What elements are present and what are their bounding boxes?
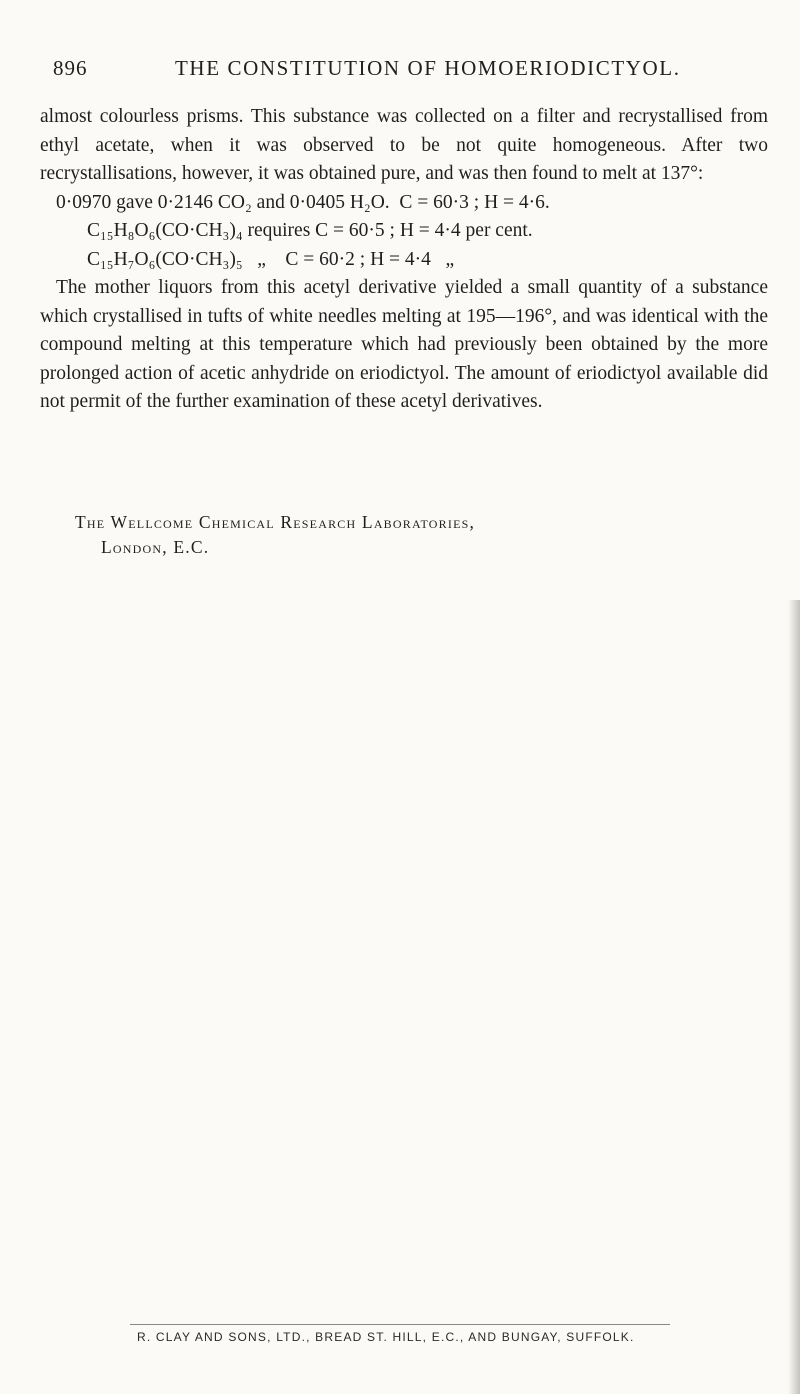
affiliation <box>75 510 475 560</box>
running-title: THE CONSTITUTION OF HOMOERIODICTYOL. <box>175 56 681 80</box>
analysis-line-3: C₁₅H₇O₆(CO·CH₃)₅ „ C = 60·2 ; H = 4·4 „ <box>87 248 455 270</box>
page-number: 896 <box>53 56 88 80</box>
printer-imprint: R. CLAY AND SONS, LTD., BREAD ST. HILL, E.C., AND BUNGAY, SUFFOLK. <box>137 1330 635 1344</box>
paragraph-2: The mother liquors from this acetyl derivative yielded a small quantity of a substance which crystallised in tufts of white needles melting at 195—196°, and was identical with the compound melting at this temperature which had previously been obtained by the more prolonged action of acetic anhydride on eriodictyol. The amount of eriodictyol available did not permit of the further examination of these acetyl derivatives. <box>40 277 768 412</box>
footer-rule <box>130 1324 670 1325</box>
analysis-line-2: C₁₅H₈O₆(CO·CH₃)₄ requires C = 60·5 ; H = 4·4 per cent. <box>87 220 533 241</box>
main-text <box>40 103 768 417</box>
paragraph-1: almost colourless prisms. This substance was collected on a filter and recrystallised from ethyl acetate, when it was observed to be not quite homogeneous. After two recrystallisations, however, it was obtained pure, and was then found to melt at 137°: <box>40 106 768 184</box>
affiliation-line-1: The Wellcome Chemical Research Laboratories, <box>75 512 476 532</box>
page-edge-shadow <box>788 600 800 1394</box>
affiliation-line-2: London, E.C. <box>101 537 210 557</box>
analysis-line-1: 0·0970 gave 0·2146 CO₂ and 0·0405 H₂O. C = 60·3 ; H = 4·6. <box>56 191 550 213</box>
